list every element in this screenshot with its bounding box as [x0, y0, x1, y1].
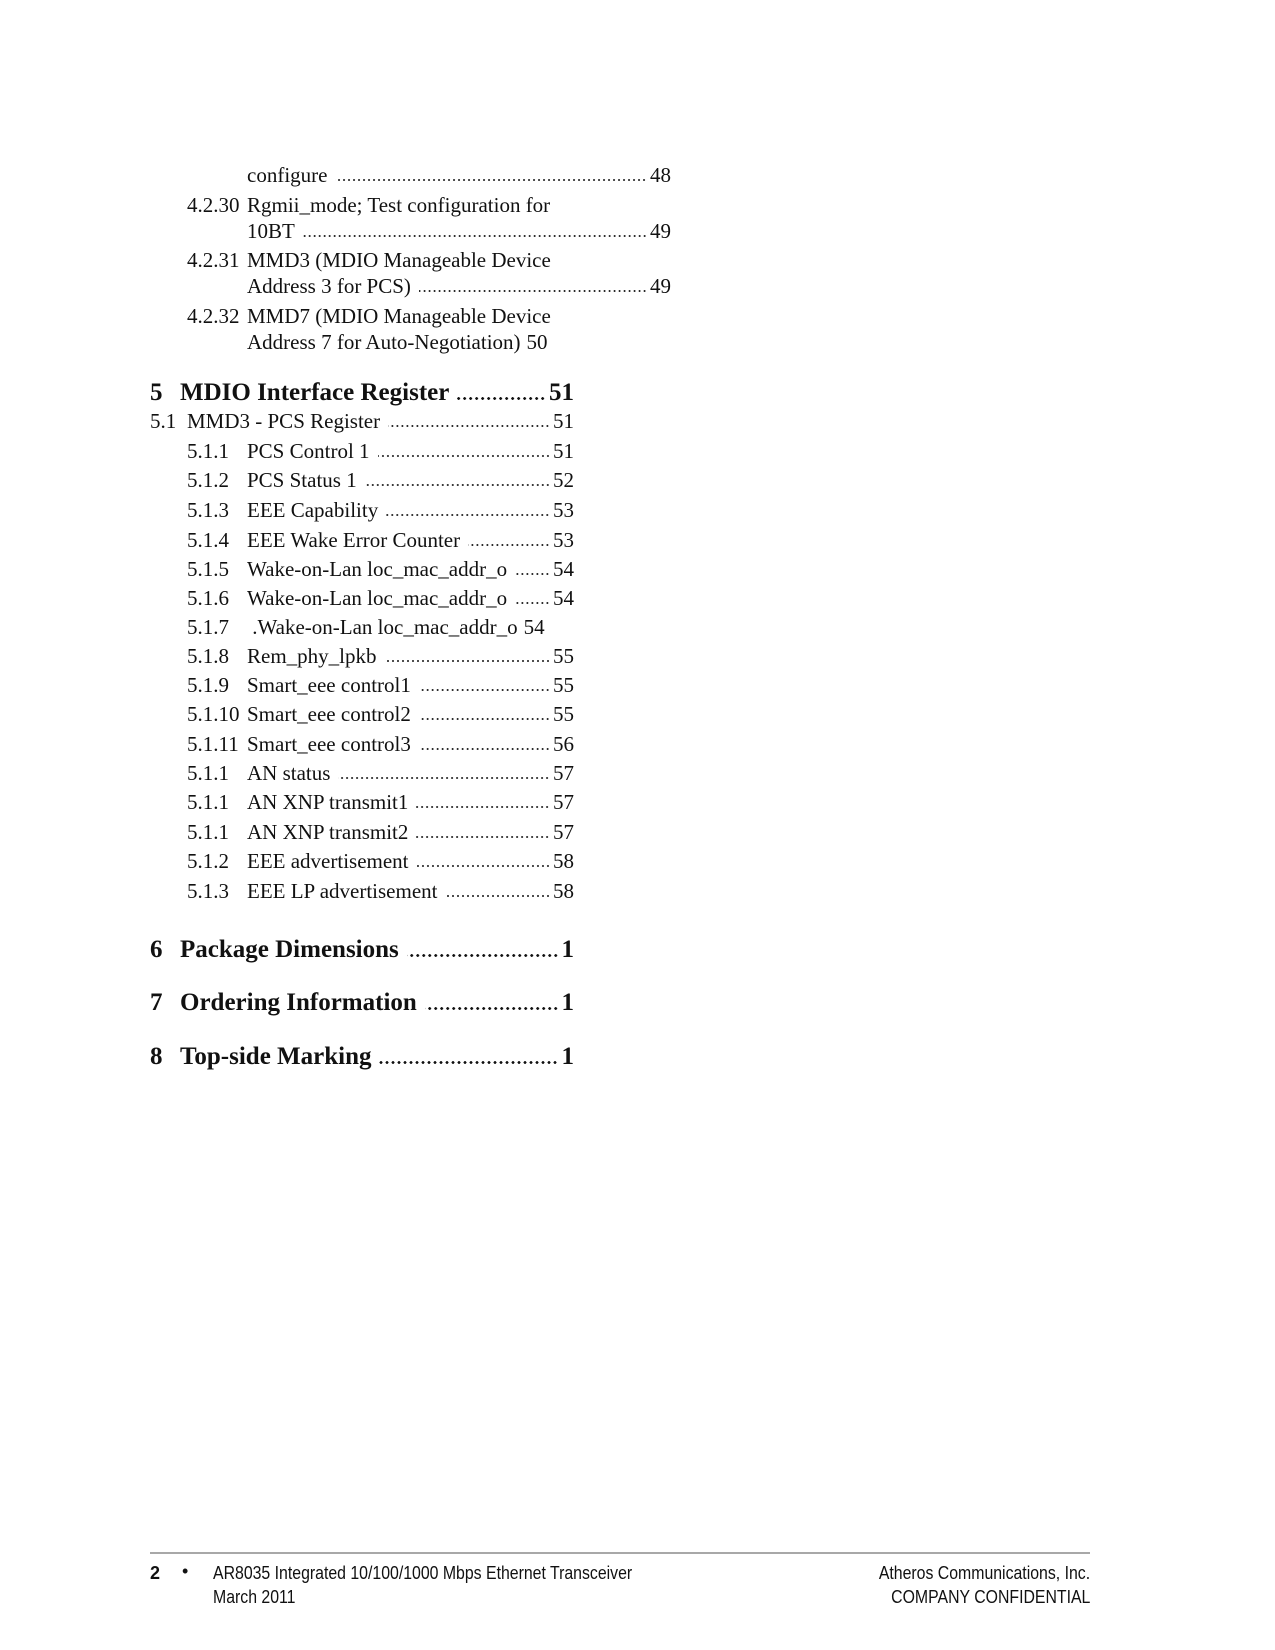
toc-entry-line[interactable]: [150, 246, 574, 274]
toc-entry-title: Rem_phy_lpkb: [247, 644, 377, 668]
toc-entry-page: 52: [553, 468, 574, 492]
toc-entry-line[interactable]: [150, 272, 671, 300]
toc-entry-number: 5.1.2: [187, 849, 229, 873]
toc-entry-page: 49: [650, 219, 671, 243]
footer-confidential: COMPANY CONFIDENTIAL: [890, 1587, 1090, 1607]
toc-entry-title: EEE LP advertisement: [247, 879, 438, 903]
toc-entry-line[interactable]: [150, 730, 574, 758]
toc-entry-number: 6: [150, 936, 163, 963]
toc-entry-page: 1: [561, 1043, 574, 1070]
toc-entry-line[interactable]: [150, 555, 574, 583]
toc-entry-number: 5.1.1: [187, 439, 229, 463]
toc-entry-title: Smart_eee control2: [247, 702, 411, 726]
toc-entry-title: Top-side Marking: [180, 1043, 372, 1070]
toc-entry-title: MMD3 - PCS Register: [187, 409, 381, 433]
toc-entry-page: 55: [553, 644, 574, 668]
toc-entry-page: 51: [553, 409, 574, 433]
dot-leader: [338, 774, 550, 780]
footer-document-title: AR8035 Integrated 10/100/1000 Mbps Ethernet Transceiver: [213, 1563, 633, 1583]
toc-entry-page: 54: [523, 615, 545, 639]
toc-entry-title: PCS Control 1: [247, 439, 370, 463]
toc-entry-page: 1: [561, 989, 574, 1016]
toc-entry-title: EEE Wake Error Counter: [247, 528, 461, 552]
toc-entry-page: 58: [553, 879, 574, 903]
toc-entry-page: 57: [553, 761, 574, 785]
toc-entry-line[interactable]: [150, 934, 574, 966]
toc-entry-number: 5.1.3: [187, 879, 229, 903]
toc-entry-line[interactable]: [150, 328, 671, 356]
dot-leader: [419, 287, 647, 293]
toc-entry-title: PCS Status 1: [247, 468, 357, 492]
toc-entry-line[interactable]: [150, 161, 671, 189]
toc-entry-title: MMD7 (MDIO Manageable Device: [247, 304, 551, 328]
dot-leader: [365, 481, 550, 487]
toc-entry-line[interactable]: [150, 1041, 574, 1073]
footer-date: March 2011: [213, 1587, 296, 1607]
toc-entry-page: 56: [553, 732, 574, 756]
toc-entry-title: Smart_eee control3: [247, 732, 411, 756]
dot-leader: [378, 452, 550, 458]
toc-entry-line[interactable]: [150, 217, 671, 245]
toc-entry-title: Wake-on-Lan loc_mac_addr_o: [247, 586, 508, 610]
toc-entry-title: AN status: [247, 761, 331, 785]
toc-entry-number: 5.1.1: [187, 761, 229, 785]
toc-entry-number: 4.2.31: [187, 248, 240, 272]
dot-leader: [446, 892, 551, 898]
toc-entry-number: 4.2.32: [187, 304, 240, 328]
toc-entry-page: 50: [526, 330, 548, 354]
toc-entry-title: EEE Capability: [247, 498, 379, 522]
toc-entry-number: 5.1.1: [187, 790, 229, 814]
toc-entry-page: 58: [553, 849, 574, 873]
toc-entry-page: 57: [553, 790, 574, 814]
toc-entry-title: Smart_eee control1: [247, 673, 411, 697]
toc-entry-page: 1: [561, 936, 574, 963]
toc-entry-line[interactable]: [150, 700, 574, 728]
dot-leader: [416, 833, 550, 839]
toc-entry-line[interactable]: [150, 526, 574, 554]
toc-entry-number: 5.1.3: [187, 498, 229, 522]
dot-leader: [419, 715, 550, 721]
toc-entry-title: Address 3 for PCS): [247, 274, 411, 298]
toc-entry-line[interactable]: [150, 584, 574, 612]
toc-entry-number: 5.1.7: [187, 615, 229, 639]
toc-entry-line[interactable]: [150, 818, 574, 846]
toc-entry-line[interactable]: [150, 377, 574, 409]
toc-entry-page: 54: [553, 557, 574, 581]
toc-entry-line[interactable]: [150, 877, 574, 905]
toc-entry-title: EEE advertisement: [247, 849, 409, 873]
dot-leader: [419, 686, 550, 692]
toc-entry-line[interactable]: [150, 788, 574, 816]
toc-entry-title: configure: [247, 163, 328, 187]
toc-entry-page: 55: [553, 702, 574, 726]
toc-entry-page: 53: [553, 498, 574, 522]
toc-entry-line[interactable]: [150, 987, 574, 1019]
toc-entry-title: Wake-on-Lan loc_mac_addr_o: [247, 557, 508, 581]
dot-leader: [515, 599, 550, 605]
toc-entry-line[interactable]: [150, 613, 574, 641]
toc-entry-number: 5: [150, 379, 163, 406]
toc-entry-line[interactable]: [150, 302, 574, 330]
toc-entry-title: Rgmii_mode; Test configuration for: [247, 193, 551, 217]
toc-entry-title: Ordering Information: [180, 989, 417, 1016]
toc-entry-number: 5.1.9: [187, 673, 229, 697]
toc-entry-page: 48: [650, 163, 671, 187]
dot-leader: [407, 952, 559, 958]
dot-leader: [335, 176, 647, 182]
toc-entry-number: 4.2.30: [187, 193, 240, 217]
toc-entry-title: AN XNP transmit1: [247, 790, 409, 814]
toc-entry-number: 5.1.1: [187, 820, 229, 844]
toc-entry-title: AN XNP transmit2: [247, 820, 409, 844]
dot-leader: [417, 862, 550, 868]
toc-entry-page: 53: [553, 528, 574, 552]
dot-leader: [419, 745, 550, 751]
toc-entry-number: 5.1.2: [187, 468, 229, 492]
toc-entry-line[interactable]: [150, 496, 574, 524]
toc-entry-line[interactable]: [150, 847, 574, 875]
footer-bullet: •: [182, 1561, 189, 1581]
toc-entry-title: Address 7 for Auto-Negotiation): [247, 330, 521, 354]
toc-entry-page: 51: [549, 379, 574, 406]
toc-entry-number: 5.1.4: [187, 528, 229, 552]
dot-leader: [416, 803, 550, 809]
toc-entry-line[interactable]: [150, 466, 574, 494]
footer-page-number: 2: [150, 1563, 161, 1583]
toc-entry-title: Package Dimensions: [180, 936, 399, 963]
dot-leader: [425, 1005, 559, 1011]
footer-company: Atheros Communications, Inc.: [878, 1563, 1090, 1583]
toc-entry-page: 55: [553, 673, 574, 697]
toc-entry-title: MDIO Interface Register: [180, 379, 450, 406]
toc-entry-page: 57: [553, 820, 574, 844]
dot-leader: [515, 570, 550, 576]
toc-entry-number: 5.1.10: [187, 702, 240, 726]
toc-entry-line[interactable]: [150, 642, 574, 670]
dot-leader: [386, 511, 550, 517]
toc-entry-number: 5.1.11: [187, 732, 239, 756]
toc-entry-title: .Wake-on-Lan loc_mac_addr_o: [247, 615, 518, 639]
dot-leader: [457, 395, 546, 401]
toc-entry-line[interactable]: [150, 671, 574, 699]
dot-leader: [388, 422, 550, 428]
toc-entry-line[interactable]: [150, 759, 574, 787]
toc-entry-title: 10BT: [247, 219, 295, 243]
footer-divider: [150, 1552, 1090, 1554]
toc-entry-line[interactable]: [150, 407, 574, 435]
dot-leader: [385, 657, 551, 663]
toc-entry-number: 7: [150, 989, 163, 1016]
dot-leader: [303, 232, 647, 238]
toc-entry-page: 49: [650, 274, 671, 298]
toc-entry-number: 8: [150, 1043, 163, 1070]
toc-entry-page: 54: [553, 586, 574, 610]
toc-entry-page: 51: [553, 439, 574, 463]
toc-entry-title: MMD3 (MDIO Manageable Device: [247, 248, 551, 272]
toc-entry-number: 5.1.6: [187, 586, 229, 610]
toc-entry-line[interactable]: [150, 437, 574, 465]
dot-leader: [379, 1059, 558, 1065]
toc-entry-line[interactable]: [150, 191, 574, 219]
toc-entry-number: 5.1.8: [187, 644, 229, 668]
toc-entry-number: 5.1.5: [187, 557, 229, 581]
dot-leader: [468, 541, 550, 547]
toc-entry-number: 5.1: [150, 409, 177, 433]
